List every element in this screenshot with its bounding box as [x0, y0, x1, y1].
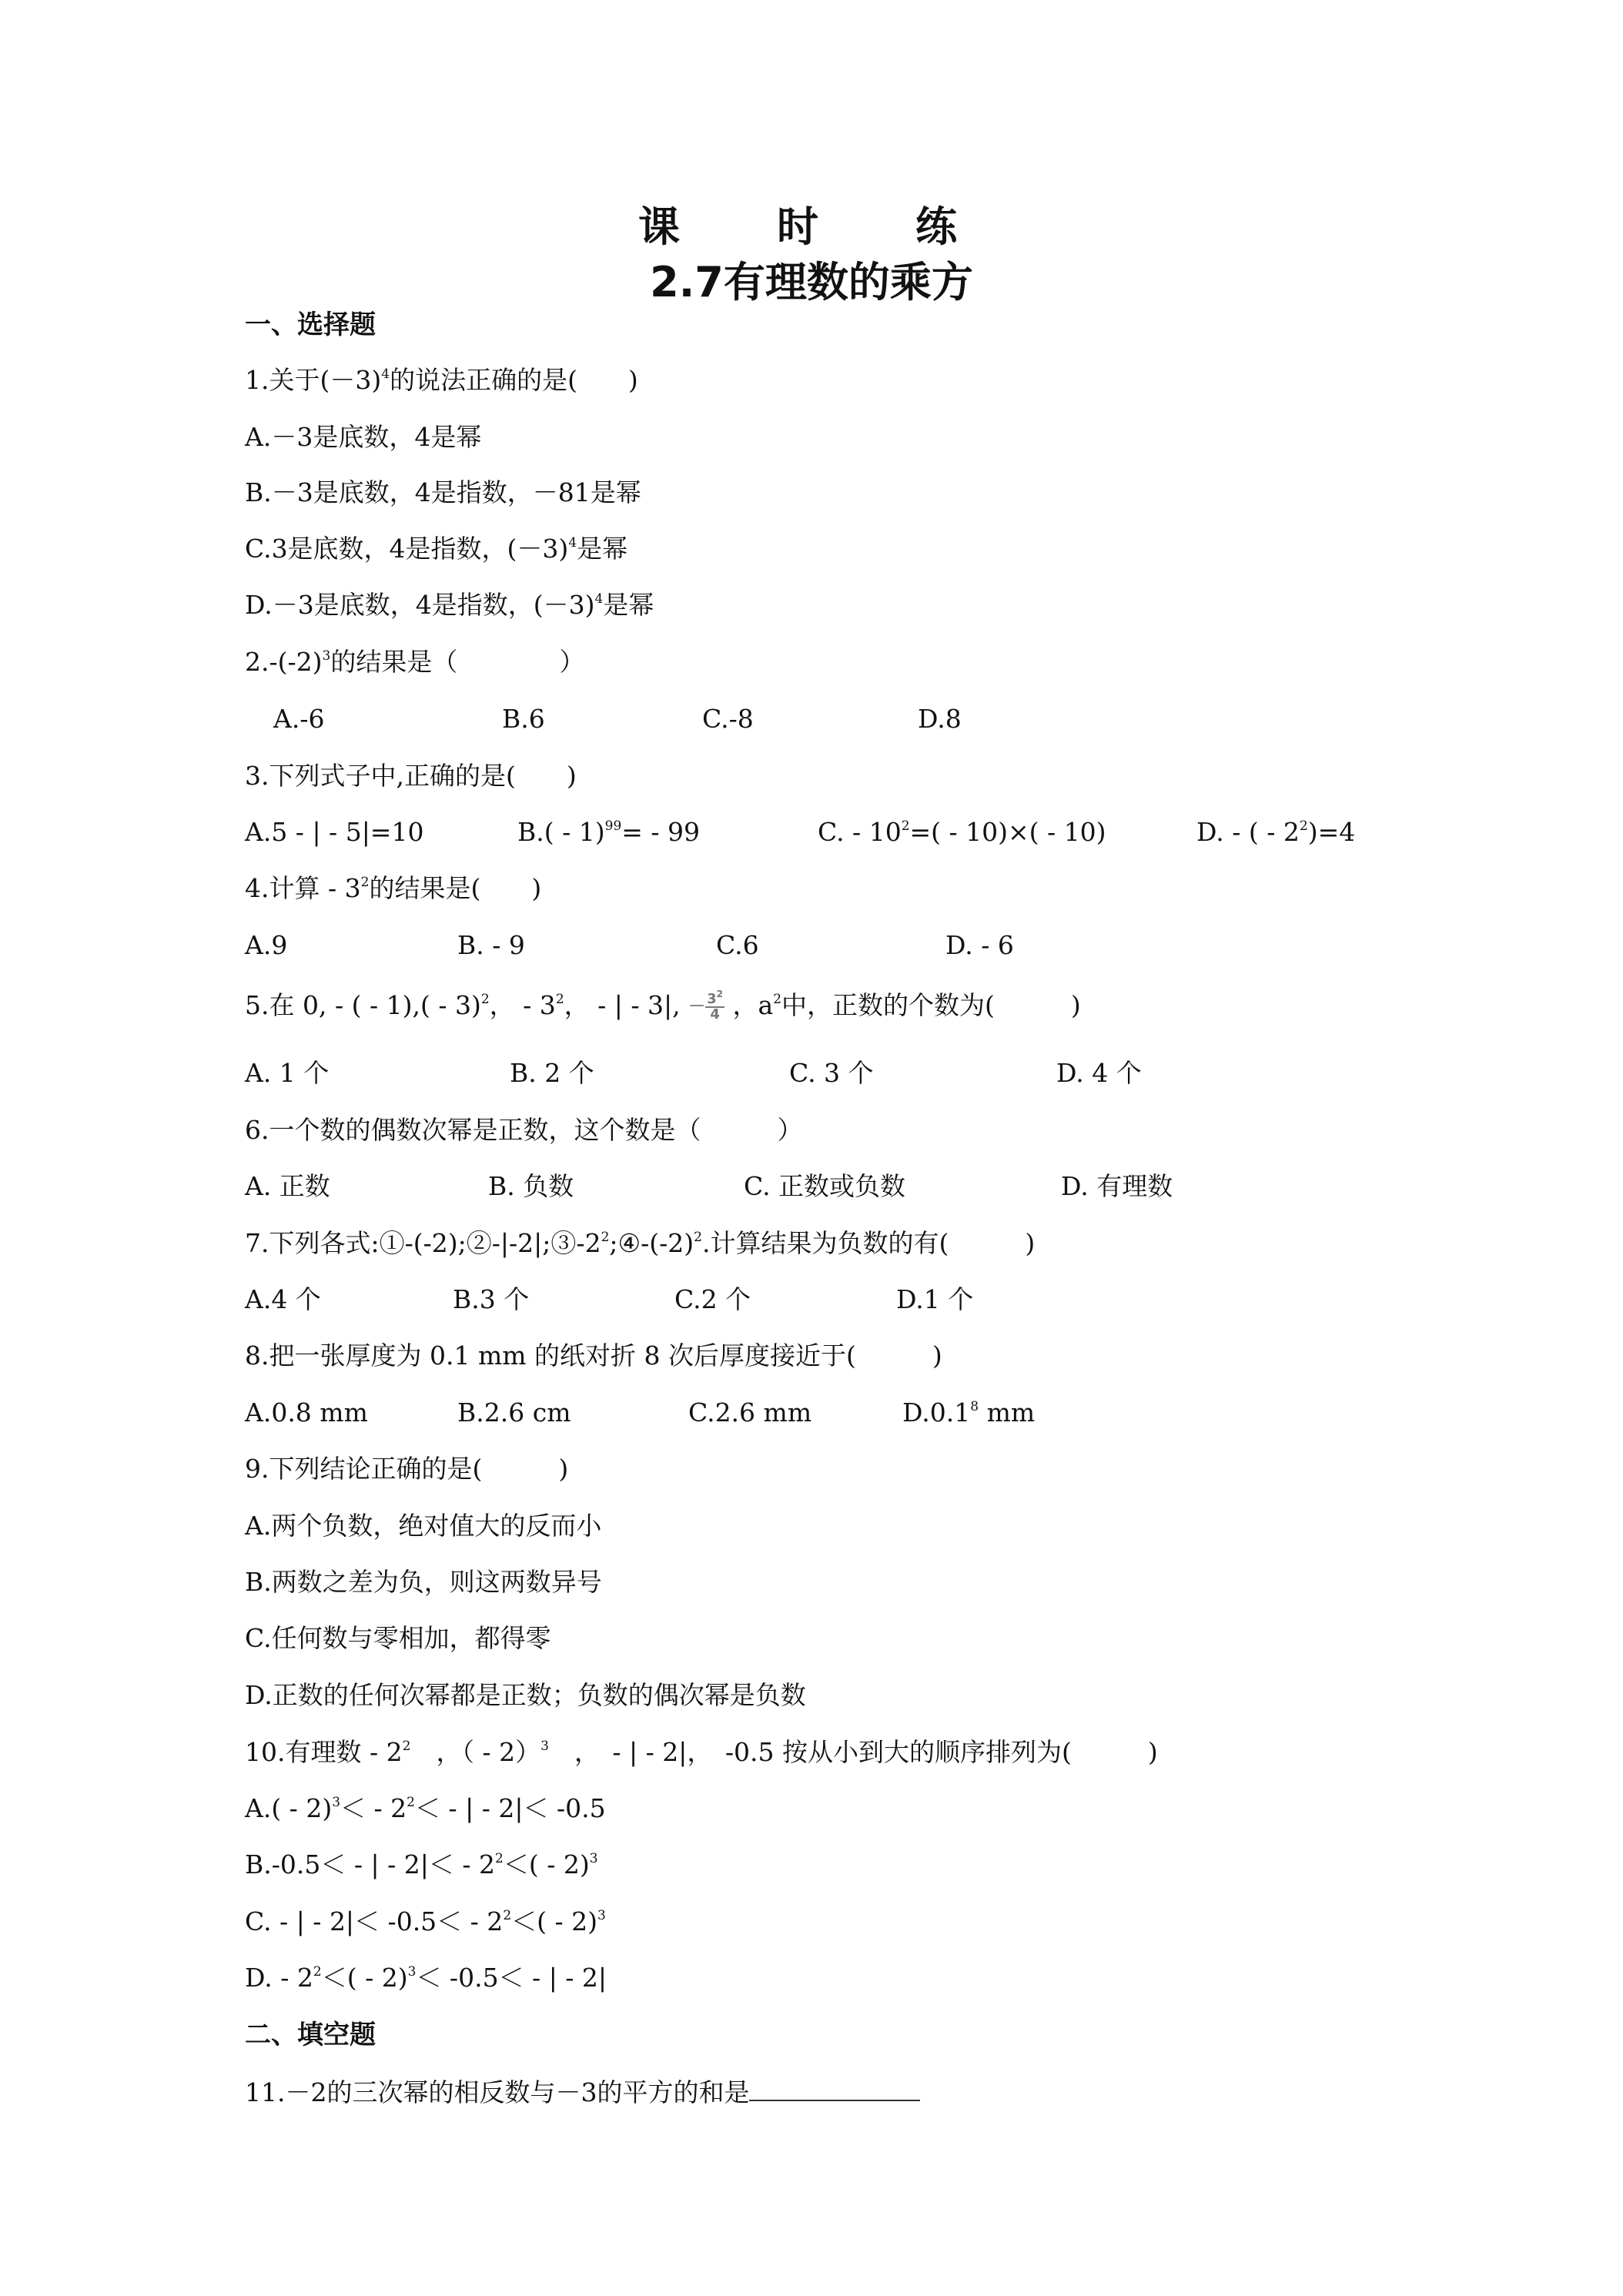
question-2-option-a: A.-6 [273, 704, 325, 734]
question-3-option-c: C. - $10^2=( - 10)\times( - 10)$ [818, 817, 1106, 847]
question-4-option-a: A.9 [245, 930, 288, 960]
fraction-image: － $\frac{3^2}{4}$ [688, 989, 724, 1022]
question-10-stem: 10.有理数 - $2^2$ ，（ - 2）$^3$ ， - | - 2|， -0.5 按从小到大的顺序排列为( ) [245, 1737, 1158, 1767]
page-title: 课 时 练 [638, 202, 985, 251]
question-9-option-c: C.任何数与零相加，都得零 [245, 1623, 551, 1653]
question-6-option-b: B. 负数 [488, 1171, 574, 1201]
question-9-option-d: D.正数的任何次幂都是正数；负数的偶次幂是负数 [245, 1680, 806, 1710]
answer-blank[interactable] [749, 2077, 920, 2101]
question-11-stem: 11.－2的三次幂的相反数与－3的平方的和是 [245, 2077, 920, 2108]
question-3-stem: 3.下列式子中,正确的是( ) [245, 761, 577, 791]
question-1-option-c: C.3是底数，4是指数，$(-3)^4$是幂 [245, 534, 628, 564]
question-7-option-d: D.1 个 [896, 1284, 974, 1314]
question-1-option-d: D.－3是底数，4是指数，$(-3)^4$是幂 [245, 590, 654, 620]
question-5-option-b: B. 2 个 [510, 1058, 594, 1088]
question-6-option-a: A. 正数 [245, 1171, 330, 1201]
question-2-option-b: B.6 [502, 704, 545, 734]
question-8-option-a: A.0.8 mm [245, 1397, 368, 1427]
question-7-option-a: A.4 个 [245, 1284, 321, 1314]
question-4-option-d: D. - 6 [945, 930, 1014, 960]
section-heading-fill-in: 二、填空题 [245, 2020, 376, 2050]
question-7-stem: 7.下列各式$:①-(-2);②-|-2|;③-2^2;④-(-2)^2$.计算结果为负数的有( ) [245, 1228, 1036, 1258]
question-6-stem: 6.一个数的偶数次幂是正数，这个数是（ ） [245, 1115, 803, 1145]
question-3-option-b: B.( - 1)$^{99}$= - 99 [517, 817, 701, 847]
question-10-option-a: $A.( - 2)^3< - 2^2<$ - | - 2|＜ -0.5 [245, 1793, 606, 1823]
question-9-option-a: A.两个负数，绝对值大的反而小 [245, 1511, 602, 1541]
question-2-option-c: C.-8 [702, 704, 754, 734]
question-2-stem: $2.-(-2)^3$的结果是（ ） [245, 647, 585, 677]
question-7-option-b: B.3 个 [453, 1284, 530, 1314]
question-9-stem: 9.下列结论正确的是( ) [245, 1454, 569, 1484]
section-heading-choice: 一、选择题 [245, 310, 376, 340]
question-1-stem: 1.关于$(-3)^4$的说法正确的是( ) [245, 365, 638, 395]
question-5-option-a: A. 1 个 [245, 1058, 330, 1088]
question-10-option-d: D. - $2^2<( - 2)^3< -0.5<$ - | - 2| [245, 1963, 607, 1993]
question-5-stem: 5.在 0, - ( - 1),( - 3)$^2$， - $3^2$， - | - 3|, － $\frac{3^2}{4}$ ，$a^2$中，正数的个数为( ) [245, 989, 1081, 1022]
question-7-option-c: C.2 个 [674, 1284, 751, 1314]
question-4-option-c: C.6 [716, 930, 759, 960]
question-1-option-a: A.－3是底数，4是幂 [245, 422, 482, 452]
question-9-option-b: B.两数之差为负，则这两数异号 [245, 1567, 602, 1597]
question-8-option-d: D.0.1$^8$ mm [902, 1397, 1036, 1427]
question-8-option-c: C.2.6 mm [688, 1397, 812, 1427]
question-6-option-d: D. 有理数 [1061, 1171, 1173, 1201]
question-1-option-b: B.－3是底数，4是指数，－81是幂 [245, 477, 641, 507]
question-8-option-b: B.2.6 cm [457, 1397, 571, 1427]
question-10-option-b: B.-0.5＜ - | - $2|< - 2^2<( - 2)^3$ [245, 1849, 598, 1879]
question-8-stem: 8.把一张厚度为 0.1 mm 的纸对折 8 次后厚度接近于( ) [245, 1340, 942, 1371]
question-5-option-c: C. 3 个 [789, 1058, 874, 1088]
question-3-option-a: A.5 - | - 5|=10 [245, 817, 424, 847]
page-subtitle: 2.7有理数的乘方 [650, 258, 973, 306]
question-5-option-d: D. 4 个 [1056, 1058, 1142, 1088]
question-2-option-d: D.8 [918, 704, 962, 734]
question-4-stem: 4.计算 - $3^2$的结果是( ) [245, 873, 542, 903]
question-10-option-c: C. - | - $2|< -0.5< - 2^2<( - 2)^3$ [245, 1906, 606, 1936]
question-6-option-c: C. 正数或负数 [744, 1171, 906, 1201]
question-4-option-b: B. - 9 [457, 930, 525, 960]
question-3-option-d: D. - ( - $2^2)=4$ [1196, 817, 1356, 847]
